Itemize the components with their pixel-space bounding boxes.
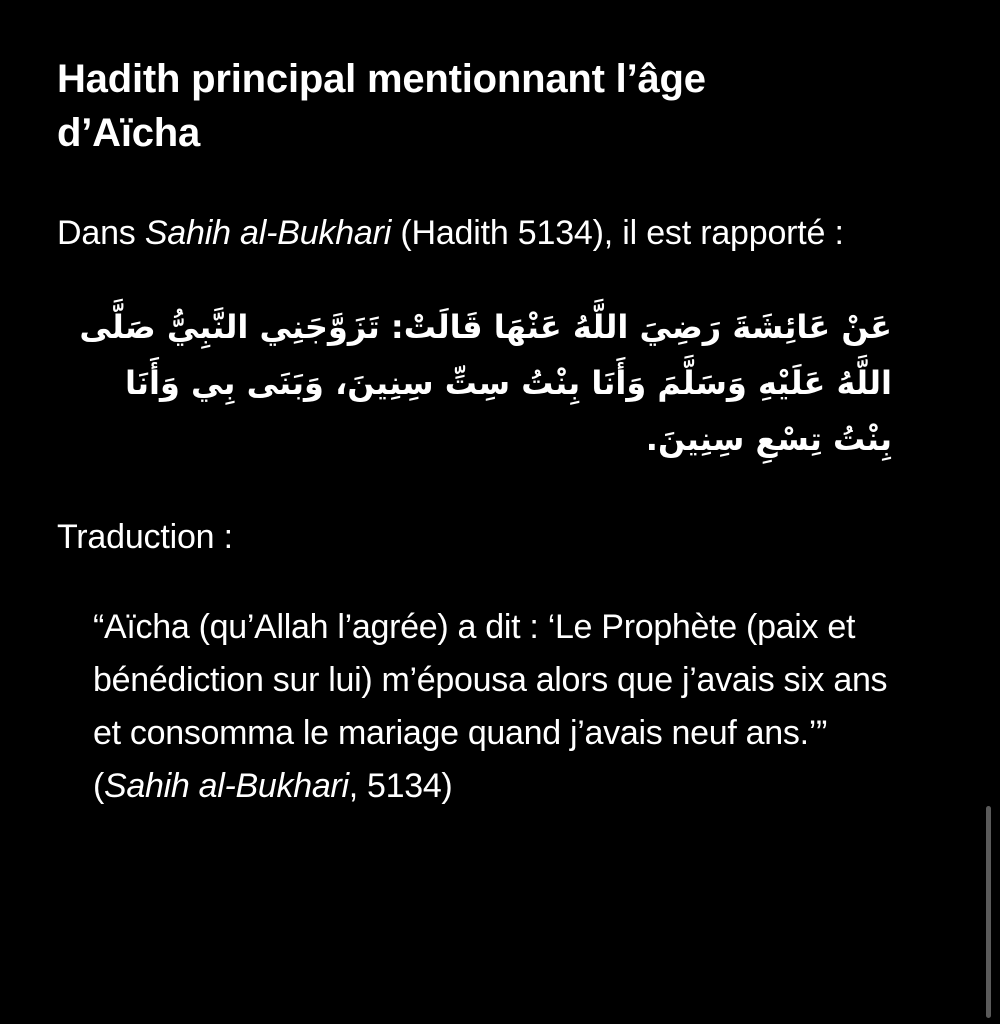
quote-source-number: , 5134) (348, 767, 453, 805)
translation-label: Traduction : (57, 518, 233, 556)
translation-quote (93, 601, 893, 813)
intro-source-title: Sahih al-Bukhari (144, 214, 392, 252)
intro-text-before: Dans (57, 214, 145, 252)
intro-text-after: (Hadith 5134), il est rapporté : (391, 214, 844, 252)
article-content (57, 52, 957, 813)
intro-paragraph (57, 209, 857, 257)
section-heading: Hadith principal mentionnant l’âge d’Aïcha (57, 57, 706, 155)
quote-source-title: Sahih al-Bukhari (104, 767, 349, 805)
quote-text: “Aïcha (qu’Allah l’agrée) a dit : ‘Le Prophète (paix et bénédiction sur lui) m’épousa alors que j’avais six ans et consomma le mariage quand j’avais neuf ans.’” ( (93, 608, 888, 805)
vertical-scrollbar[interactable] (986, 806, 991, 1018)
arabic-hadith-text: عَنْ عَائِشَةَ رَضِيَ اللَّهُ عَنْهَا قَالَتْ: تَزَوَّجَنِي النَّبِيُّ صَلَّى اللَّهُ عَلَيْهِ وَسَلَّمَ وَأَنَا بِنْتُ سِتِّ سِنِينَ، وَبَنَى بِي وَأَنَا بِنْتُ تِسْعِ سِنِينَ. (79, 308, 892, 458)
